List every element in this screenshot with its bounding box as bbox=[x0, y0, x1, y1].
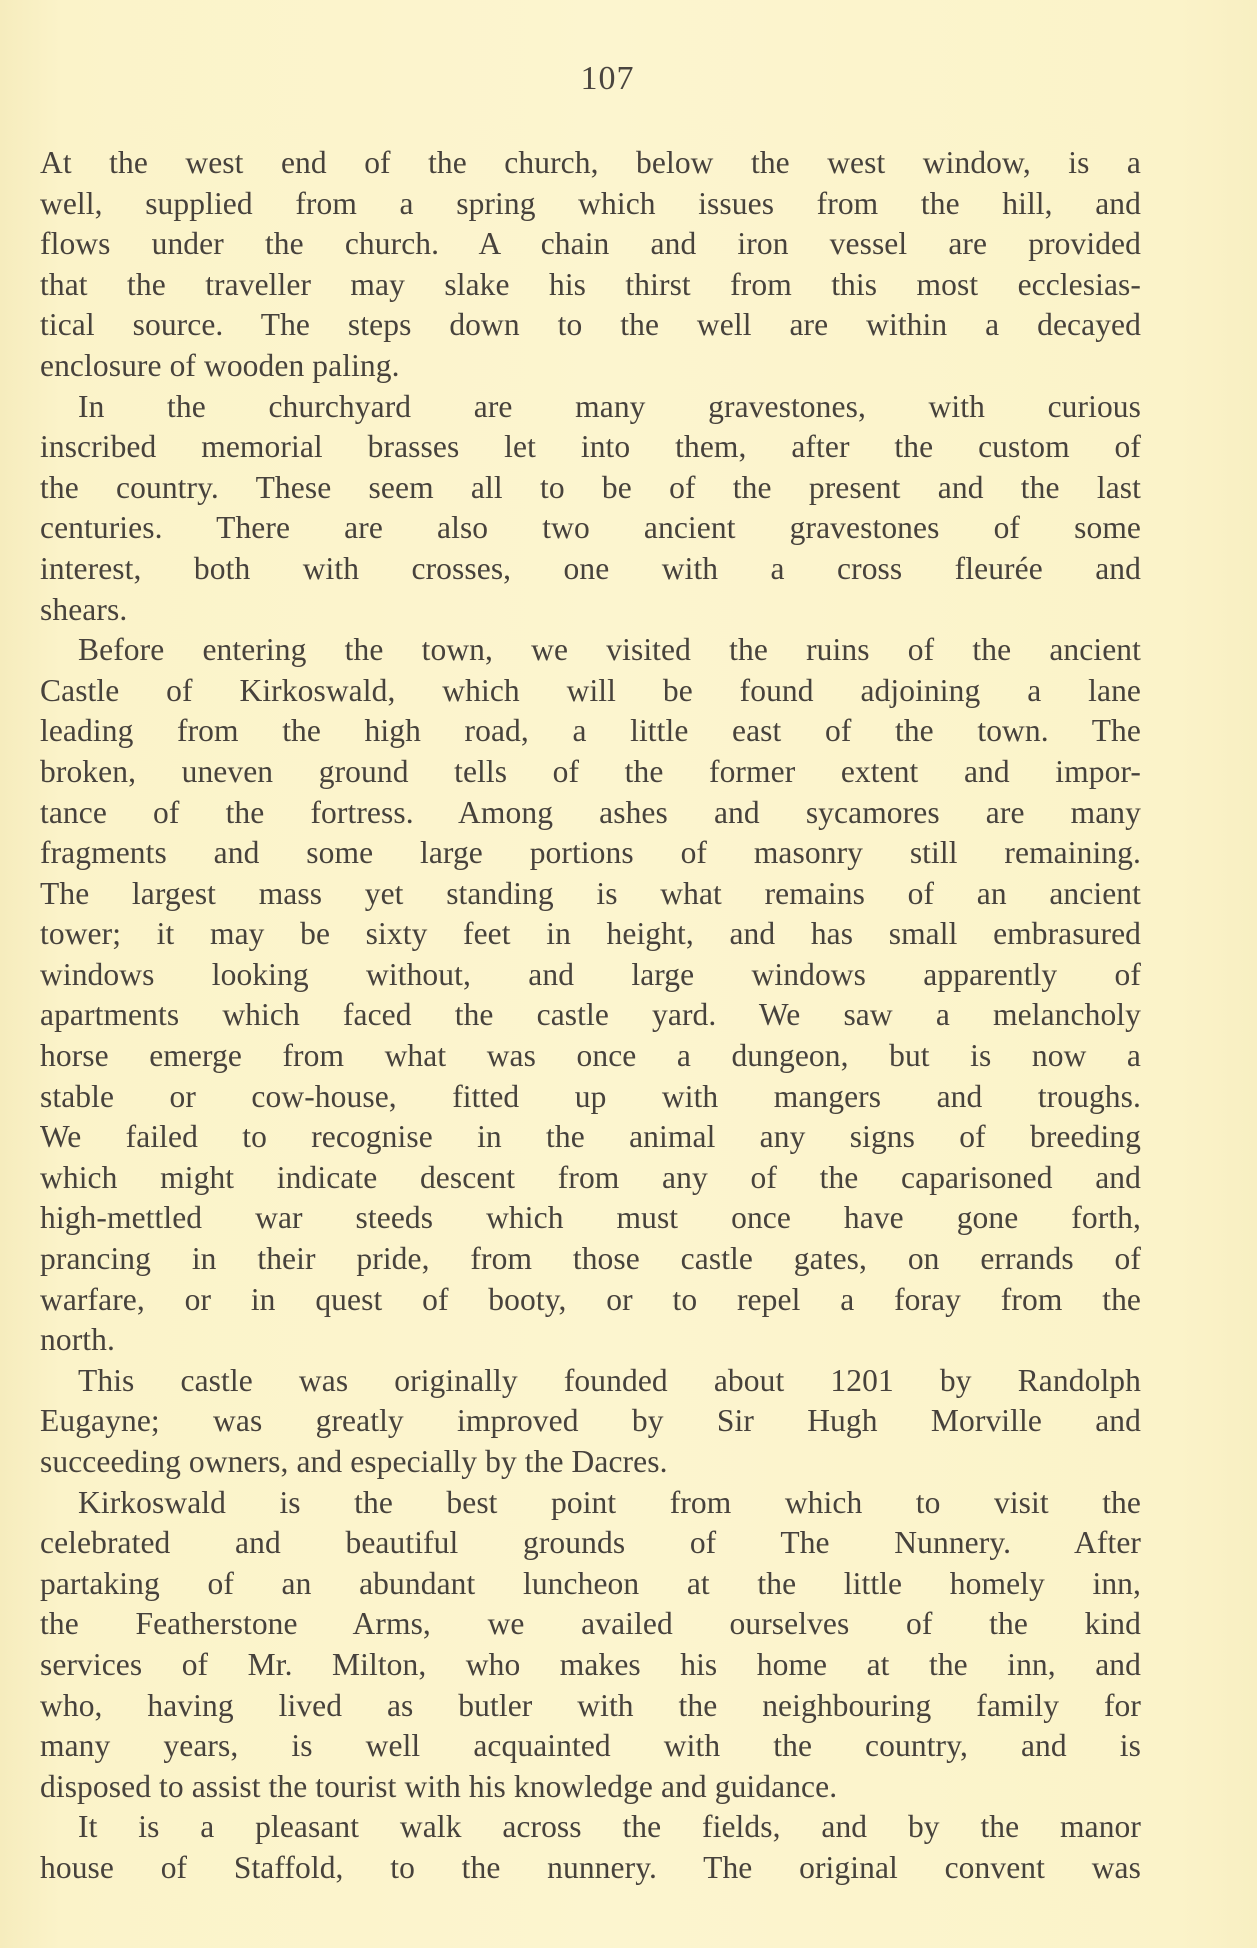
text-line: services of Mr. Milton, who makes his home at the inn, and bbox=[40, 1646, 1141, 1682]
text-line: who, having lived as butler with the neighbouring family for bbox=[40, 1687, 1141, 1723]
text-line: apartments which faced the castle yard. We saw a melancholy bbox=[40, 997, 1141, 1033]
text-line: interest, both with crosses, one with a cross fleurée and bbox=[40, 550, 1141, 586]
text-line: disposed to assist the tourist with his knowledge and guidance. bbox=[40, 1768, 838, 1804]
text-line: tower; it may be sixty feet in height, and has small embrasured bbox=[40, 916, 1141, 952]
text-line: Castle of Kirkoswald, which will be found adjoining a lane bbox=[40, 672, 1141, 708]
text-line: house of Staffold, to the nunnery. The original convent was bbox=[40, 1849, 1141, 1885]
text-line: warfare, or in quest of booty, or to repel a foray from the bbox=[40, 1281, 1141, 1317]
paragraph-well bbox=[40, 143, 1141, 387]
text-line: fragments and some large portions of masonry still remaining. bbox=[40, 835, 1141, 871]
text-line: The largest mass yet standing is what remains of an ancient bbox=[40, 875, 1141, 911]
text-line: flows under the church. A chain and iron vessel are provided bbox=[40, 226, 1141, 262]
text-line: north. bbox=[40, 1322, 115, 1358]
text-line: enclosure of wooden paling. bbox=[40, 347, 400, 383]
text-line: We failed to recognise in the animal any signs of breeding bbox=[40, 1119, 1141, 1155]
text-line: Eugayne; was greatly improved by Sir Hugh Morville and bbox=[40, 1403, 1141, 1439]
page-number: 107 bbox=[580, 60, 635, 97]
text-line: the Featherstone Arms, we availed ourselves of the kind bbox=[40, 1606, 1141, 1642]
text-line: stable or cow-house, fitted up with mangers and troughs. bbox=[40, 1078, 1141, 1114]
text-line: which might indicate descent from any of the caparisoned and bbox=[40, 1159, 1141, 1195]
text-line: high-mettled war steeds which must once have gone forth, bbox=[40, 1200, 1141, 1236]
text-line: This castle was originally founded about 1201 by Randolph bbox=[78, 1362, 1141, 1398]
text-line: celebrated and beautiful grounds of The Nunnery. After bbox=[40, 1525, 1141, 1561]
text-line: leading from the high road, a little east of the town. The bbox=[40, 713, 1141, 749]
paragraph-walk bbox=[40, 1807, 1141, 1888]
text-line: the country. These seem all to be of the present and the last bbox=[40, 469, 1141, 505]
text-line: that the traveller may slake his thirst from this most ecclesias- bbox=[40, 266, 1141, 302]
text-line: horse emerge from what was once a dungeon, but is now a bbox=[40, 1038, 1141, 1074]
text-line: centuries. There are also two ancient gravestones of some bbox=[40, 510, 1141, 546]
paragraph-churchyard bbox=[40, 387, 1141, 631]
text-line: tical source. The steps down to the well are within a decayed bbox=[40, 307, 1141, 343]
text-line: Before entering the town, we visited the ruins of the ancient bbox=[78, 632, 1141, 668]
text-line: partaking of an abundant luncheon at the little homely inn, bbox=[40, 1565, 1141, 1601]
text-line: It is a pleasant walk across the fields, and by the manor bbox=[78, 1809, 1141, 1845]
paragraph-nunnery bbox=[40, 1483, 1141, 1808]
text-line: many years, is well acquainted with the country, and is bbox=[40, 1728, 1141, 1764]
text-line: prancing in their pride, from those castle gates, on errands of bbox=[40, 1241, 1141, 1277]
paragraph-castle bbox=[40, 630, 1141, 1361]
paragraph-castle-history bbox=[40, 1361, 1141, 1483]
text-line: shears. bbox=[40, 591, 128, 627]
text-line: well, supplied from a spring which issues from the hill, and bbox=[40, 185, 1141, 221]
body-text bbox=[40, 143, 1141, 1889]
text-line: broken, uneven ground tells of the former extent and impor- bbox=[40, 753, 1141, 789]
text-line: windows looking without, and large windows apparently of bbox=[40, 956, 1141, 992]
text-line: In the churchyard are many gravestones, with curious bbox=[78, 388, 1141, 424]
text-line: At the west end of the church, below the west window, is a bbox=[40, 145, 1141, 180]
text-line: Kirkoswald is the best point from which to visit the bbox=[78, 1484, 1141, 1520]
text-line: succeeding owners, and especially by the Dacres. bbox=[40, 1444, 668, 1479]
text-line: tance of the fortress. Among ashes and sycamores are many bbox=[40, 794, 1141, 830]
text-line: inscribed memorial brasses let into them, after the custom of bbox=[40, 429, 1141, 465]
